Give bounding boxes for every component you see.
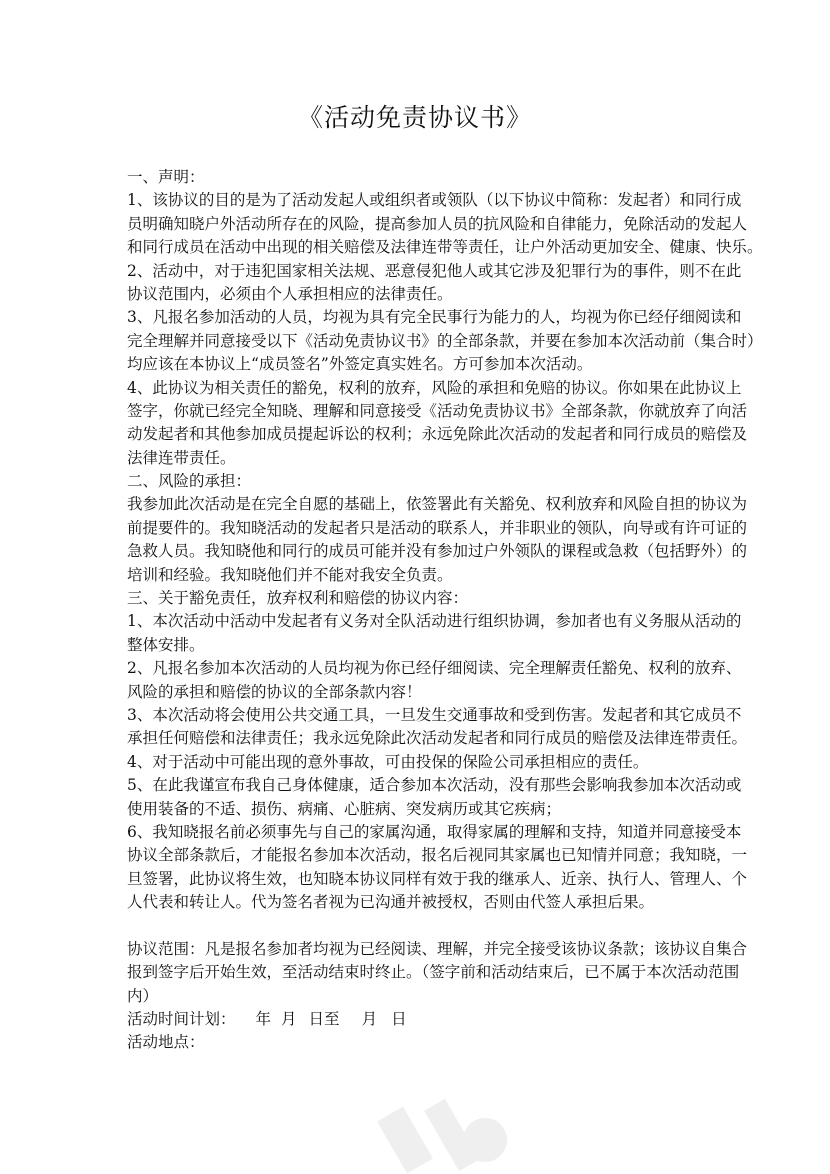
paragraph-line: 均应该在本协议上“成员签名”外签定真实姓名。方可参加本次活动。 <box>127 355 593 374</box>
paragraph-line: 员明确知晓户外活动所存在的风险，提高参加人员的抗风险和自律能力，免除活动的发起人 <box>127 214 748 233</box>
paragraph-line: 4、对于活动中可能出现的意外事故，可由投保的保险公司承担相应的责任。 <box>127 752 649 771</box>
paragraph-line: 动发起者和其他参加成员提起诉讼的权利；永远免除此次活动的发起者和同行成员的赔偿及 <box>127 425 748 444</box>
paragraph-line: 承担任何赔偿和法律责任；我永远免除此次活动发起者和同行成员的赔偿及法律连带责任。 <box>127 729 748 748</box>
paragraph-line: 我参加此次活动是在完全自愿的基础上，依签署此有关豁免、权利放弃和风险自担的协议为 <box>127 495 748 514</box>
section-heading: 一、声明： <box>127 168 205 186</box>
blank-line <box>127 915 709 938</box>
paragraph-line: 协议全部条款后，才能报名参加本次活动，报名后视同其家属也已知情并同意；我知晓，一 <box>127 846 748 865</box>
paragraph-line: 培训和经验。我知晓他们并不能对我安全负责。 <box>127 565 453 584</box>
paragraph-line: 急救人员。我知晓他和同行的成员可能并没有参加过户外领队的课程或急救（包括野外）的 <box>127 542 748 561</box>
paragraph-line: 风险的承担和赔偿的协议的全部条款内容！ <box>127 682 422 701</box>
month-blank-2: 月 <box>361 1010 378 1029</box>
day-blank: 日 <box>391 1010 407 1029</box>
activity-time-plan <box>127 1008 709 1031</box>
paragraph-line: 完全理解并同意接受以下《活动免责协议书》的全部条款，并要在参加本次活动前（集合时） <box>127 331 763 350</box>
day-to-blank: 日至 <box>308 1010 340 1029</box>
paragraph-line: 法律连带责任。 <box>127 448 236 467</box>
scope-line: 内） <box>127 986 159 1005</box>
paragraph-line: 旦签署，此协议将生效，也知晓本协议同样有效于我的继承人、近亲、执行人、管理人、个 <box>127 869 748 888</box>
month-blank: 月 <box>281 1010 297 1029</box>
paragraph-line: 前提要件的。我知晓活动的发起者只是活动的联系人，并非职业的领队，向导或有许可证的 <box>127 518 748 537</box>
paragraph-line: 使用装备的不适、损伤、病痛、心脏病、突发病历或其它疾病； <box>127 799 562 818</box>
paragraph-line: 签字，你就已经完全知晓、理解和同意接受《活动免责协议书》全部条款，你就放弃了向活 <box>127 401 748 420</box>
paragraph-line: 人代表和转让人。代为签名者视为已沟通并被授权，否则由代签人承担后果。 <box>127 893 655 912</box>
paragraph-line: 3、凡报名参加活动的人员，均视为具有完全民事行为能力的人，均视为你已经仔细阅读和 <box>127 308 742 327</box>
paragraph-line: 1、本次活动中活动中发起者有义务对全队活动进行组织协调，参加者也有义务服从活动的 <box>127 612 742 631</box>
document-body <box>127 166 763 1055</box>
paragraph-line: 5、在此我谨宣布我自己身体健康，适合参加本次活动，没有那些会影响我参加本次活动或 <box>127 776 742 795</box>
document-title: 《活动免责协议书》 <box>297 103 532 132</box>
section-heading: 二、风险的承担： <box>127 472 252 491</box>
paragraph-line: 3、本次活动将会使用公共交通工具，一旦发生交通事故和受到伤害。发起者和其它成员不 <box>127 705 742 724</box>
paragraph-line: 和同行成员在活动中出现的相关赔偿及法律连带等责任，让户外活动更加安全、健康、快乐。 <box>127 238 763 257</box>
paragraph-line: 2、活动中，对于违犯国家相关法规、恶意侵犯他人或其它涉及犯罪行为的事件，则不在此 <box>127 261 742 280</box>
watermark-logo-icon <box>360 1070 520 1174</box>
year-blank: 年 <box>255 1010 272 1029</box>
scope-line: 报到签字后开始生效，至活动结束时终止。（签字前和活动结束后，已不属于本次活动范围 <box>127 963 740 982</box>
paragraph-line: 2、凡报名参加本次活动的人员均视为你已经仔细阅读、完全理解责任豁免、权利的放弃、 <box>127 659 742 678</box>
activity-location-label: 活动地点： <box>127 1033 205 1052</box>
scope-line: 协议范围：凡是报名参加者均视为已经阅读、理解，并完全接受该协议条款；该协议自集合 <box>127 939 748 958</box>
paragraph-line: 协议范围内，必须由个人承担相应的法律责任。 <box>127 284 453 303</box>
paragraph-line: 整体安排。 <box>127 635 205 654</box>
time-plan-label: 活动时间计划： <box>127 1010 236 1029</box>
paragraph-line: 4、此协议为相关责任的豁免，权利的放弃，风险的承担和免赔的协议。你如果在此协议上 <box>127 378 742 397</box>
section-heading: 三、关于豁免责任，放弃权利和赔偿的协议内容： <box>127 589 469 608</box>
paragraph-line: 1、该协议的目的是为了活动发起人或组织者或领队（以下协议中简称：发起者）和同行成 <box>127 191 742 210</box>
paragraph-line: 6、我知晓报名前必须事先与自己的家属沟通，取得家属的理解和支持，知道并同意接受本 <box>127 822 742 841</box>
